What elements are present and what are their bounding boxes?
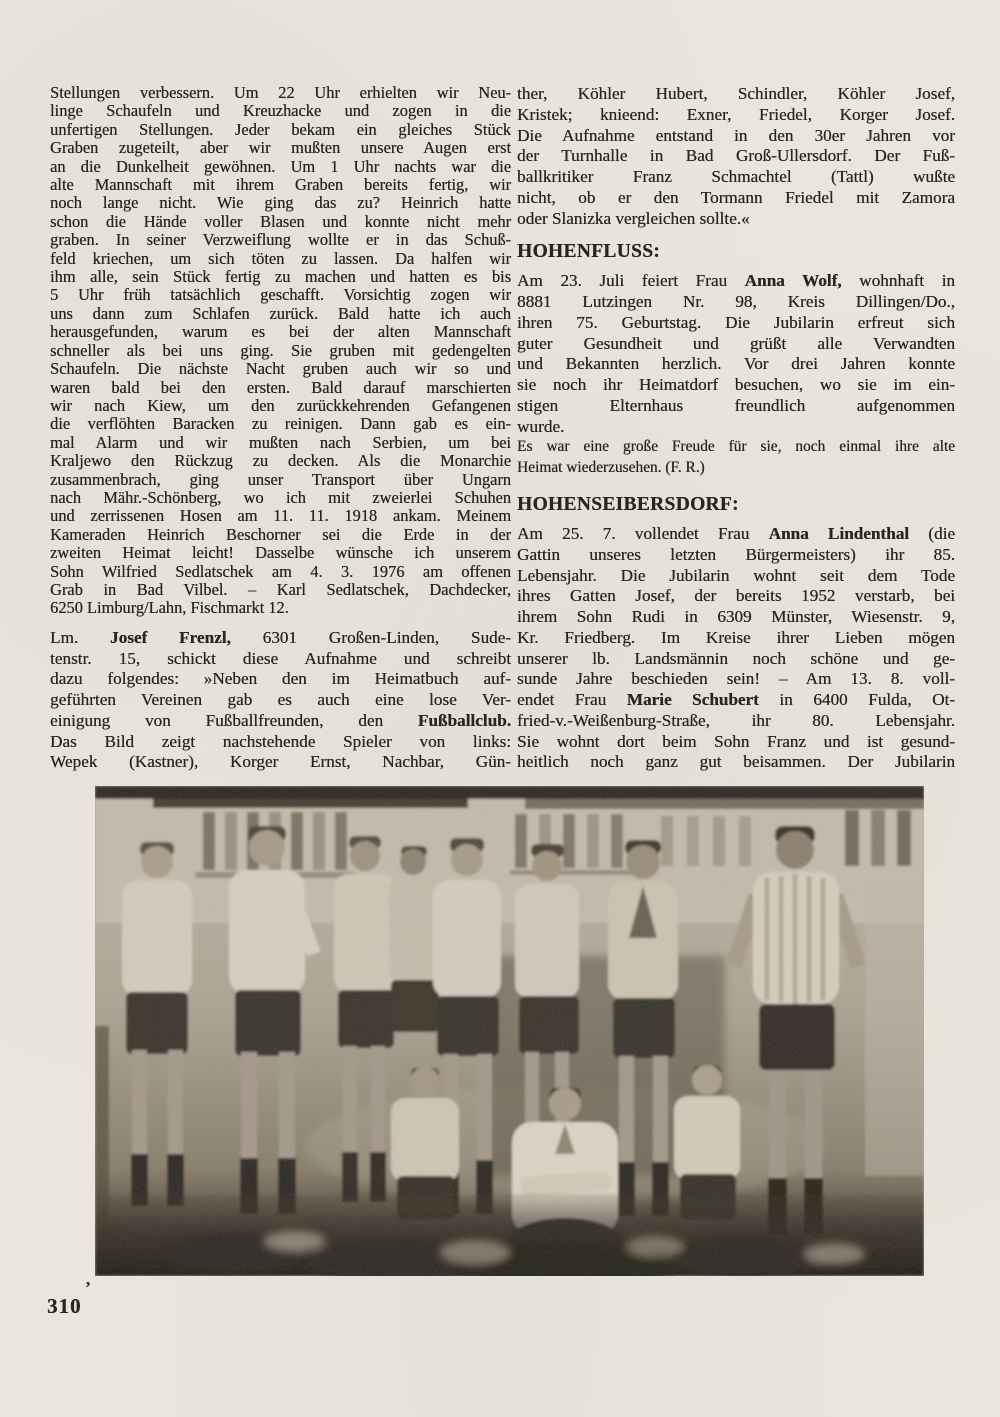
text-line: herausgefunden, warum es bei der alten Mannschaft [50,322,511,342]
text-line: mal Alarm und wir mußten nach Serbien, um bei [50,432,511,452]
text-line: guter Gesundheit und grüßt alle Verwandten [517,333,955,353]
football-team-photo [95,786,924,1276]
text-line: wurde. [517,416,565,436]
text-line: Lm. Josef Frenzl, 6301 Großen-Linden, Sude- [50,627,511,647]
text-line: Am 25. 7. vollendet Frau Anna Lindenthal (die [517,524,955,544]
text-line: noch lange nicht. Wie ging das zu? Heinrich hatte [50,193,511,213]
text-line: Das Bild zeigt nachstehende Spieler von links: [50,731,511,751]
text-line: ther, Köhler Hubert, Schindler, Köhler Josef, [517,84,955,103]
text-line: geführten Vereinen gab es auch eine lose Ver- [50,690,511,710]
text-line: endet Frau Marie Schubert in 6400 Fulda, Ot- [517,690,955,710]
text-line: 6250 Limburg/Lahn, Fischmarkt 12. [50,598,289,618]
text-line: fried-v.-Weißenburg-Straße, ihr 80. Lebensjahr. [517,710,955,730]
photo-note-continuation-paragraph [517,84,955,229]
text-line: Schaufeln. Die nächste Nacht gruben auch wir so und [50,359,511,379]
text-line: nicht, ob er den Tormann Friedel mit Zamora [517,187,955,207]
text-line: tenstr. 15, schickt diese Aufnahme und schreibt [50,648,511,668]
text-line: Es war eine große Freude für sie, noch einmal ihre alte [517,438,955,456]
text-line: heitlich noch ganz gut beisammen. Der Jubilarin [517,752,955,772]
text-line: feld kriechen, um sich töten zu lassen. Da halfen wir [50,248,511,268]
section-heading-hohenfluss: HOHENFLUSS: [517,241,661,263]
text-line: ihm alle, sein Stück fertig zu machen und hatten es bis [50,267,511,287]
text-line: zusammenbrach, ging unser Transport über Ungarn [50,469,511,489]
text-line: 5 Uhr früh tatsächlich geschafft. Vorsichtig zogen wir [50,285,511,305]
text-line: schneller als bei uns ging. Sie gruben mit gedengelten [50,340,511,360]
text-line: Gattin unseres letzten Bürgermeisters) ihr 85. [517,544,955,564]
text-line: Die Aufnahme entstand in den 30er Jahren vor [517,125,955,145]
hohenseibersdorf-paragraph [517,524,955,773]
text-line: zweiten Heimat leicht! Dasselbe wünsche ich unserem [50,543,511,563]
text-line: uns dann zum Schlafen zurück. Bald hatte ich auch [50,303,511,323]
text-line: ihres Gatten Josef, der bereits 1952 verstarb, bei [517,586,955,606]
text-line: Kraljewo den Rückzug zu decken. Als die Monarchie [50,451,511,471]
war-memoir-paragraph [50,84,511,618]
text-line: die verflöhten Baracken zu reinigen. Dann gab es ein- [50,414,511,434]
text-line: und Bekannten herzlich. Vor drei Jahren konnte [517,354,955,374]
text-line: 8881 Lutzingen Nr. 98, Kreis Dillingen/Do., [517,292,955,311]
text-line: und zerrissenen Hosen am 11. 11. 1918 ankam. Meinem [50,506,511,526]
text-line: Wepek (Kastner), Korger Ernst, Nachbar, Gün- [50,752,511,772]
hohenfluss-paragraph [517,271,955,437]
text-line: Stellungen verbessern. Um 22 Uhr erhielten wir Neu- [50,83,511,102]
text-line: dazu folgendes: »Neben den im Heimatbuch auf- [50,669,511,689]
text-line: nach Mähr.-Schönberg, wo ich mit zweierlei Schuhen [50,487,511,507]
text-line: ihren 75. Geburtstag. Die Jubilarin erfreut sich [517,312,955,332]
text-line: oder Slanizka vergleichen sollte.« [517,208,750,228]
text-line: Graben zugeteilt, aber wir mußten unsere Augen erst [50,138,511,158]
text-line: ballkritiker Franz Schmachtel (Tattl) wußte [517,167,955,186]
text-line: an die Dunkelheit gewöhnen. Um 1 Uhr nachts war die [50,156,511,176]
text-line: unserer lb. Landsmännin noch schöne und ge- [517,648,955,668]
left-column [50,84,511,773]
text-line: wir nach Kiew, um den zurückkehrenden Gefangenen [50,395,511,415]
text-line: unfertigen Stellungen. Jeder bekam ein gleiches Stück [50,119,511,139]
text-line: schon die Hände voller Blasen und konnte nicht mehr [50,211,511,231]
text-line: stigen Elternhaus freundlich aufgenommen [517,395,955,415]
hohenfluss-note-paragraph [517,437,955,478]
text-line: linge Schaufeln und Kreuzhacke und zogen in die [50,101,511,121]
text-line: Am 23. Juli feiert Frau Anna Wolf, wohnhaft in [517,271,955,291]
section-heading-hohenseibersdorf: HOHENSEIBERSDORF: [517,494,739,516]
text-line: der Turnhalle in Bad Groß-Ullersdorf. Der Fuß- [517,146,955,166]
page-number: 310 [47,1294,82,1318]
text-line: waren bald bei den ersten. Bald darauf marschierten [50,377,511,397]
text-line: Grab in Bad Vilbel. – Karl Sedlatschek, Dachdecker, [50,579,511,599]
photo-grain-overlay [95,786,924,1276]
text-line: Kr. Friedberg. Im Kreise ihrer Lieben mögen [517,627,955,647]
text-line: Sie wohnt dort beim Sohn Franz und ist gesund- [517,731,955,751]
right-column [517,84,955,773]
text-line: Sohn Wilfried Sedlatschek am 4. 3. 1976 am offenen [50,561,511,581]
text-line: Heimat wiederzusehen. (F. R.) [517,458,705,476]
text-line: sunde Jahre beschieden sein! – Am 13. 8. voll- [517,669,955,689]
text-line: sie noch ihr Heimatdorf besuchen, wo sie im ein- [517,375,955,394]
text-line: Kristek; knieend: Exner, Friedel, Korger Josef. [517,104,955,124]
text-line: einigung von Fußballfreunden, den Fußballclub. [50,710,511,730]
text-line: Lebensjahr. Die Jubilarin wohnt seit dem Tode [517,565,955,585]
text-line: alte Mannschaft mit ihrem Graben bereits fertig, wir [50,175,511,195]
frenzl-photo-note-paragraph [50,628,511,773]
team-photo-illustration [95,786,924,1276]
scan-artifact-tick: ’ [85,1278,91,1297]
text-line: ihrem Sohn Rudi in 6309 Münster, Wiesenstr. 9, [517,607,955,627]
text-line: graben. In seiner Verzweiflung wollte er in das Schuß- [50,230,511,250]
text-line: Kameraden Heinrich Beschorner sei die Erde in der [50,524,511,544]
